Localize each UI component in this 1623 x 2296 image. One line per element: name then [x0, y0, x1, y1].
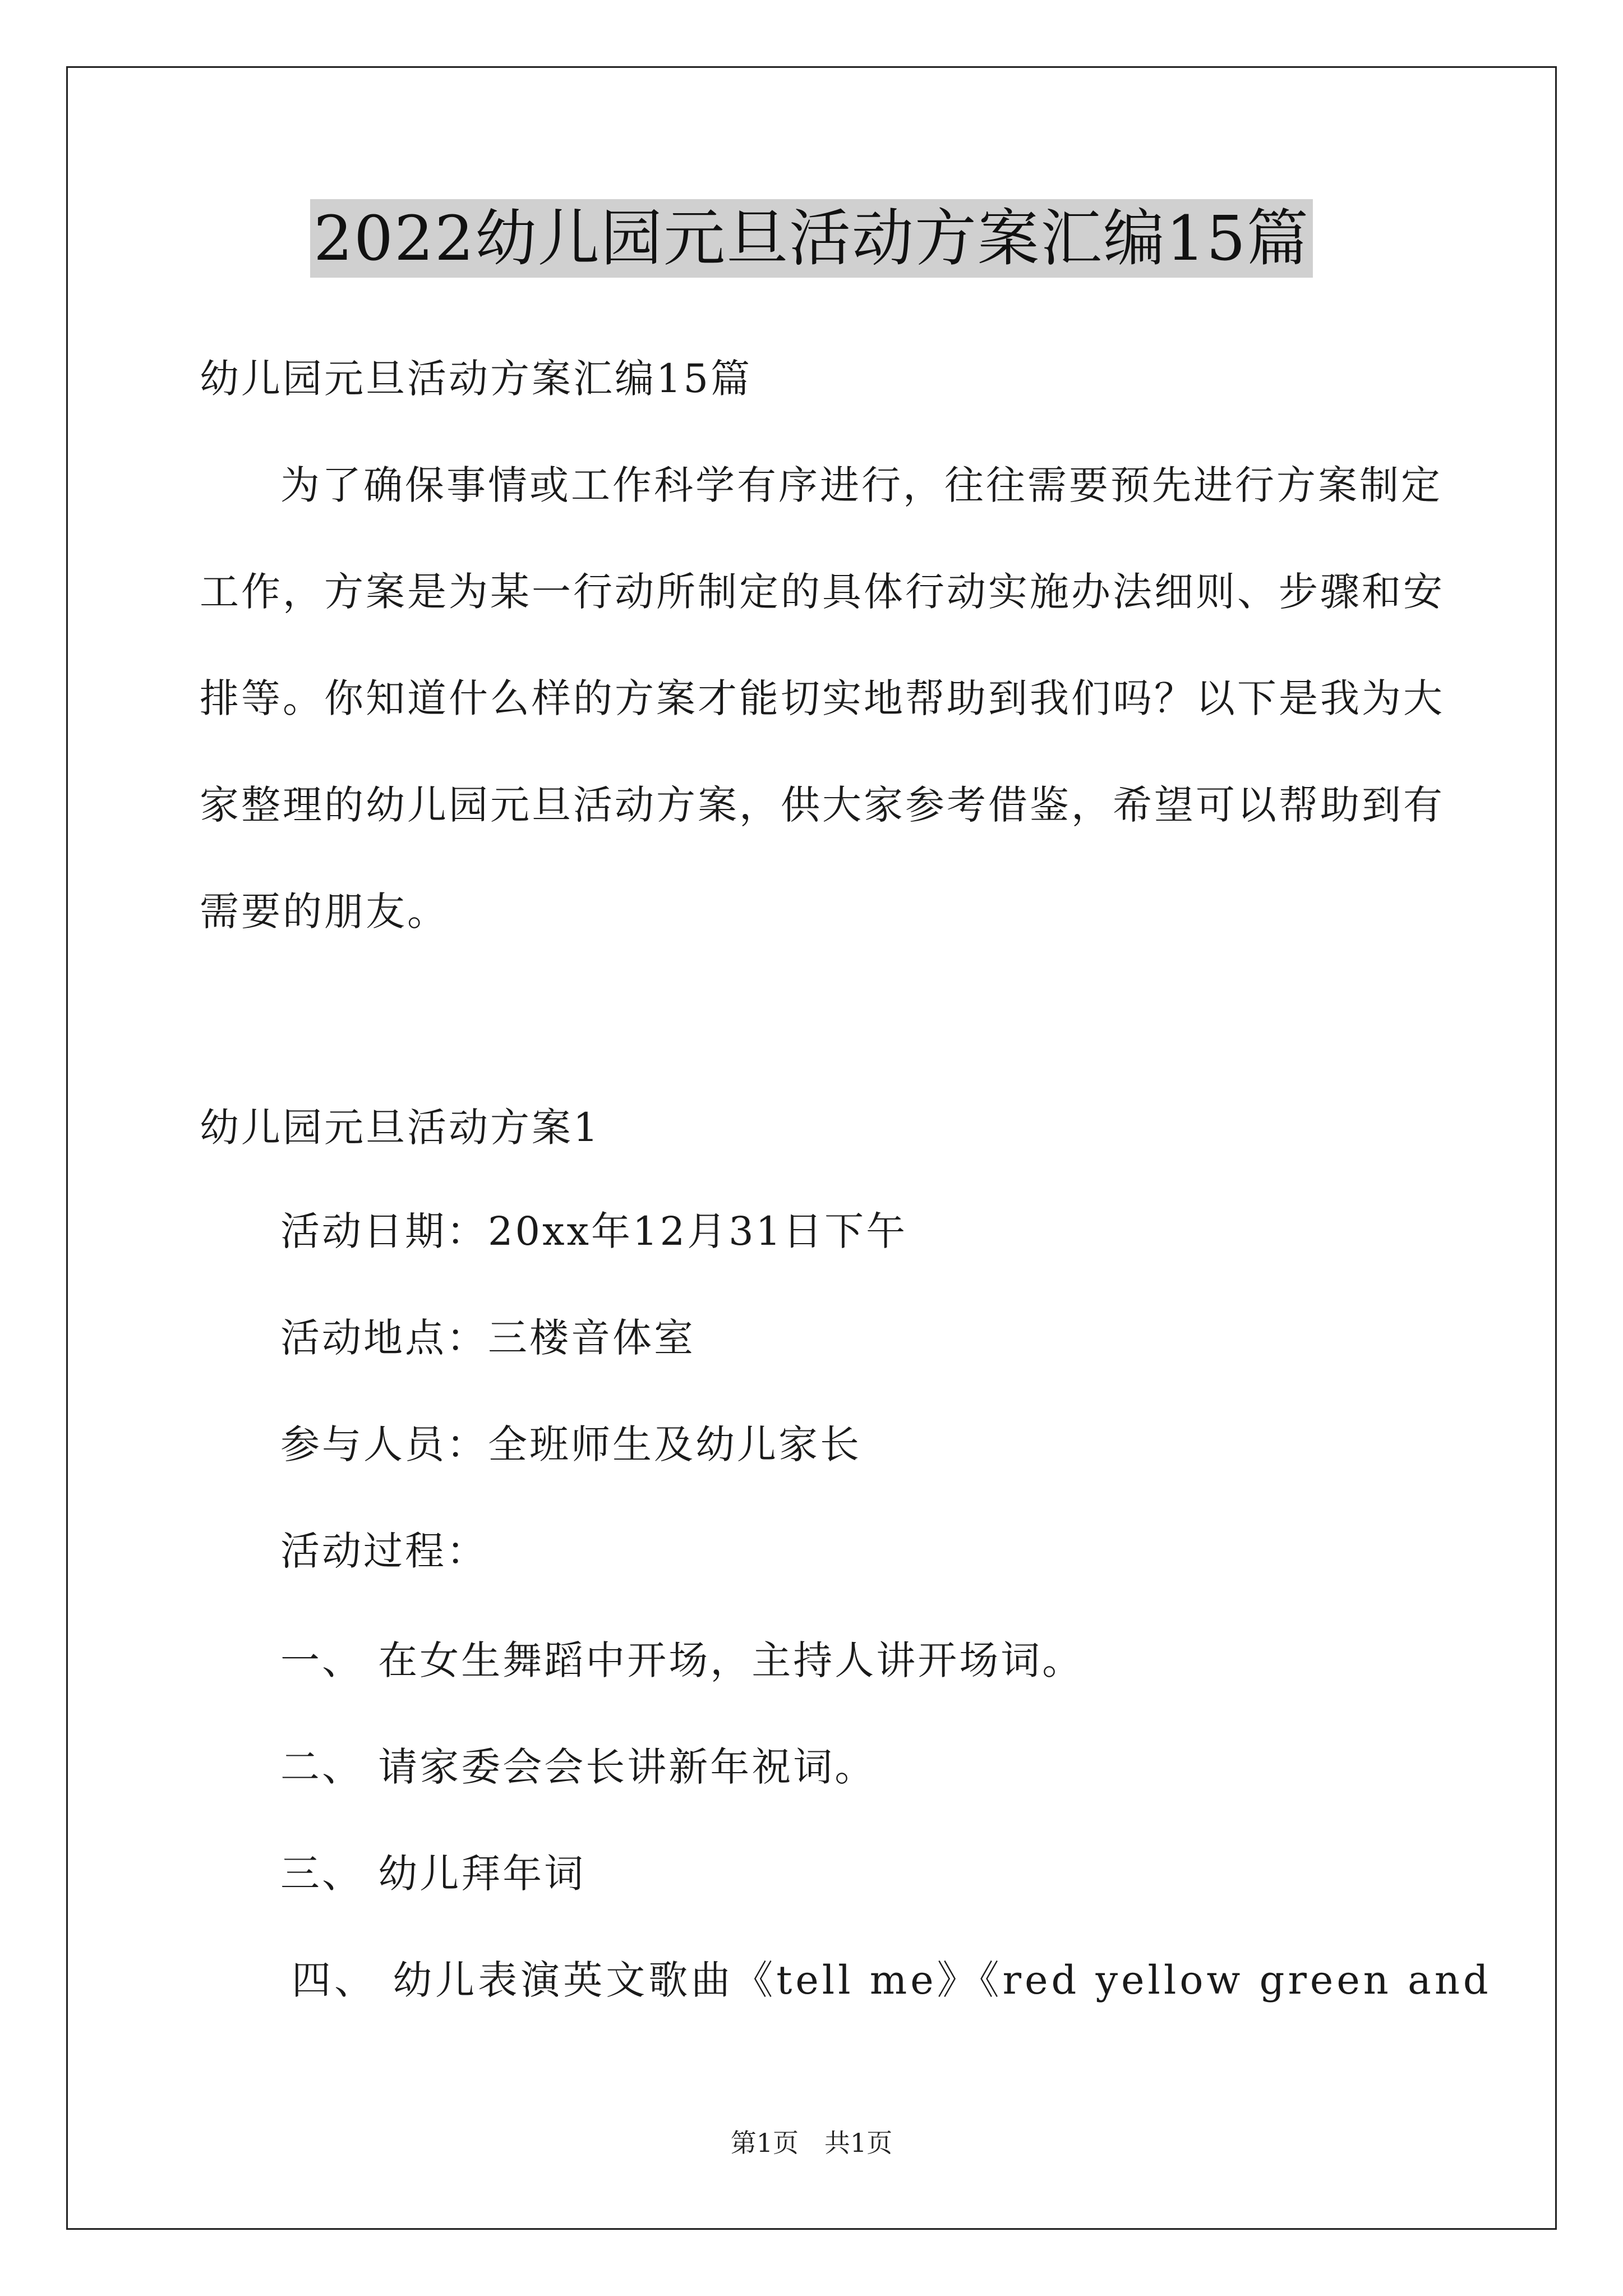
- document-subtitle: 幼儿园元旦活动方案汇编15篇: [200, 356, 753, 402]
- step-3: 三、 幼儿拜年词: [280, 1851, 586, 1897]
- step-1: 一、 在女生舞蹈中开场，主持人讲开场词。: [280, 1637, 1084, 1683]
- detail-location: 活动地点：三楼音体室: [280, 1315, 695, 1361]
- step-4: 四、 幼儿表演英文歌曲《tell me》《red yellow green and: [292, 1957, 1492, 2003]
- intro-line-1: 为了确保事情或工作科学有序进行，往往需要预先进行方案制定: [280, 462, 1442, 508]
- detail-date: 活动日期：20xx年12月31日下午: [280, 1208, 908, 1254]
- step-2: 二、 请家委会会长讲新年祝词。: [280, 1744, 877, 1790]
- title-container: [0, 199, 1623, 278]
- intro-line-2: 工作，方案是为某一行动所制定的具体行动实施办法细则、步骤和安: [200, 569, 1445, 615]
- intro-line-4: 家整理的幼儿园元旦活动方案，供大家参考借鉴，希望可以帮助到有: [200, 782, 1445, 828]
- page-footer: 第1页 共1页: [730, 2128, 893, 2158]
- intro-line-3: 排等。你知道什么样的方案才能切实地帮助到我们吗？以下是我为大: [200, 675, 1445, 721]
- detail-process: 活动过程：: [280, 1528, 488, 1574]
- intro-line-5: 需要的朋友。: [200, 889, 449, 935]
- document-title: 2022幼儿园元旦活动方案汇编15篇: [310, 199, 1313, 278]
- section-title: 幼儿园元旦活动方案1: [200, 1105, 601, 1151]
- detail-participants: 参与人员：全班师生及幼儿家长: [280, 1421, 861, 1467]
